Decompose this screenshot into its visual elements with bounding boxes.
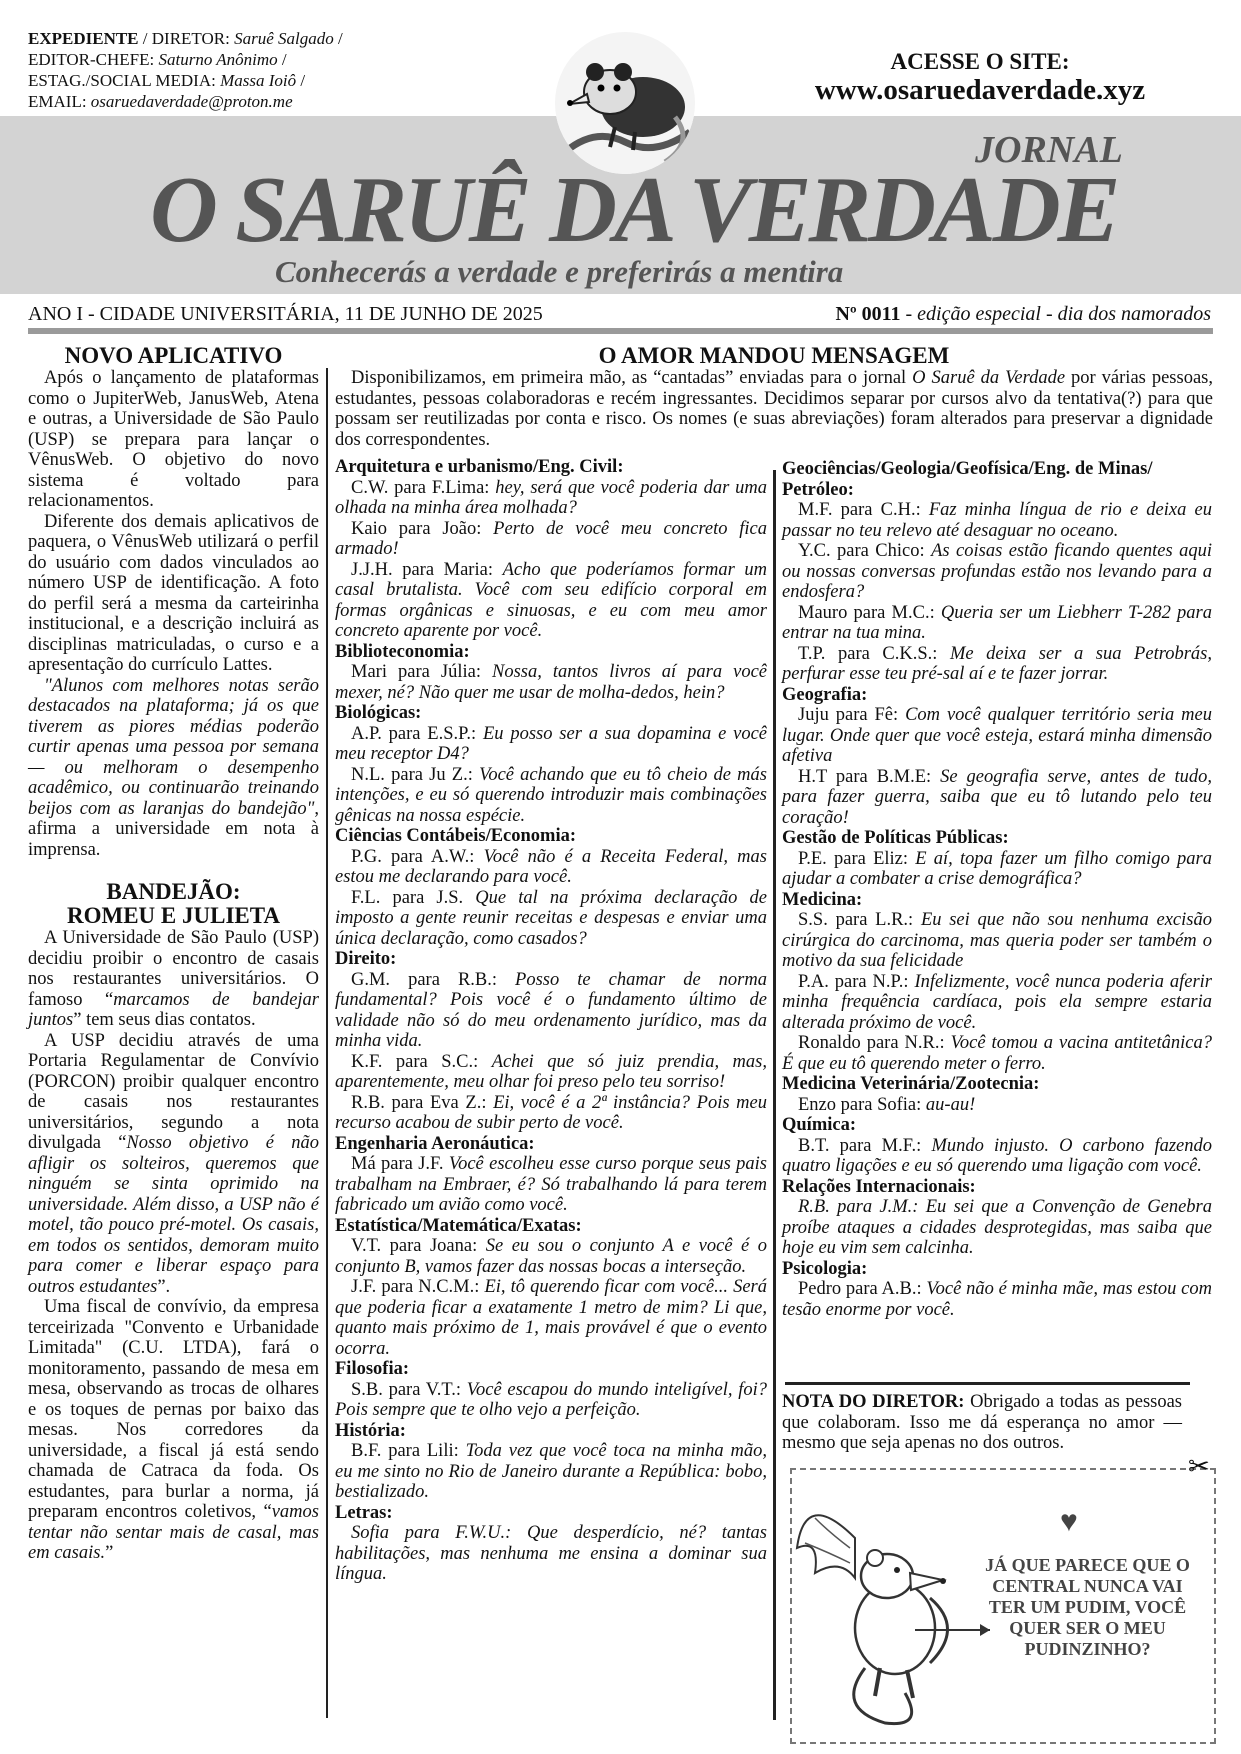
masthead-title: O SARUÊ DA VERDADE xyxy=(150,158,1118,262)
message-sender: P.A. para N.P.: xyxy=(798,971,915,992)
opossum-logo xyxy=(555,32,695,174)
message-text: Posso te chamar de norma fundamental? Pois você é o fundamento último de validade não só do meu ordenamento jurídico, mas da minha vida. xyxy=(335,969,767,1051)
message-sender: Pedro para A.B.: xyxy=(798,1279,927,1299)
message-text: Ei, tô querendo ficar com você... Será que poderia ficar a exatamente 1 metro de mim? Li que, quanto mais próximo de 1, mais provável é que o evento ocorra. xyxy=(335,1277,767,1359)
love-message xyxy=(335,1236,767,1277)
message-sender: Mari para Júlia: xyxy=(351,662,493,682)
love-message xyxy=(782,500,1212,541)
separator: / xyxy=(333,29,343,48)
message-sender: G.M. para R.B.: xyxy=(351,969,516,990)
article-title-app: NOVO APLICATIVO xyxy=(64,343,283,368)
text: ” xyxy=(105,1543,114,1563)
love-message xyxy=(335,1523,767,1585)
text: A USP decidiu através de uma Portaria Regulamentar de Convívio (PORCON) proibir qualquer encontro de casais nos restaurantes universitários, segundo a nota divulgada “ xyxy=(28,1030,319,1153)
message-sender: Ronaldo para N.R.: xyxy=(798,1033,951,1053)
love-message xyxy=(782,603,1212,644)
message-text: Se eu sou o conjunto A e você é o conjunto B, vamos fazer das nossas bocas a interseção. xyxy=(335,1236,767,1277)
quote: vamos tentar não sentar mais de casal, mas em casais. xyxy=(28,1502,319,1563)
course-heading: Letras: xyxy=(335,1502,393,1523)
message-sender: P.E. para Eliz: xyxy=(798,848,916,869)
article-subtitle-bandejao: ROMEU E JULIETA xyxy=(67,903,280,928)
message-text: Se geografia serve, antes de tudo, para fazer guerra, saiba que eu tô lutando pelo teu coração! xyxy=(782,766,1213,828)
message-text: Achei que só juiz prendia, mas, aparentemente, meu olhar foi preso pelo teu sorriso! xyxy=(335,1051,767,1092)
message-text: Queria ser um Liebherr T-282 para entrar na tua mina. xyxy=(782,602,1212,643)
coupon-text: JÁ QUE PARECE QUE O CENTRAL NUNCA VAI TER UM PUDIM, VOCÊ QUER SER O MEU PUDINZINHO? xyxy=(985,1555,1190,1659)
love-message xyxy=(335,765,767,827)
edition-number: Nº 0011 xyxy=(835,303,901,325)
course-heading: Direito: xyxy=(335,949,397,969)
article-paragraph: Diferente dos demais aplicativos de paquera, o VênusWeb utilizará o perfil do usuário com dados vinculados ao número USP de identificação. A foto do perfil será a mesma da carteirinha institucional, e a descrição incluirá as disciplinas matriculadas, o curso e a apresentação do currículo Lattes. xyxy=(28,511,319,675)
message-sender: F.L. para J.S. xyxy=(351,887,476,908)
quote: "Alunos com melhores notas serão destacados na plataforma; já os que tiverem as piores médias poderão curtir apenas uma pessoa por semana — ou melhoram o desempenho acadêmico, ou continuarão treinando beijos com as laranjas do bandejão" xyxy=(28,675,319,819)
love-message xyxy=(335,519,767,560)
note-text: Obrigado a todas as pessoas que colaboram. Isso me dá esperança no amor — mesmo que seja apenas no dos outros. xyxy=(782,1392,1182,1453)
article-paragraph xyxy=(28,928,319,1031)
opossum-icon xyxy=(555,32,695,174)
edition-info xyxy=(836,303,1211,326)
love-message xyxy=(782,1136,1212,1177)
message-sender: B.T. para M.F.: xyxy=(798,1135,932,1156)
love-message xyxy=(782,767,1212,829)
newspaper-name: O Saruê da Verdade xyxy=(912,368,1066,388)
course-heading: Geografia: xyxy=(782,684,868,705)
message-sender: H.T para B.M.E: xyxy=(798,766,941,787)
note-rule xyxy=(785,1382,1190,1385)
love-message xyxy=(335,1441,767,1503)
email-label: EMAIL: xyxy=(28,92,91,111)
course-heading: Psicologia: xyxy=(782,1258,868,1279)
main-article-header xyxy=(335,344,1213,450)
message-sender: S.B. para V.T.: xyxy=(351,1379,467,1400)
site-label: ACESSE O SITE: xyxy=(890,49,1070,74)
message-sender: Mauro para M.C.: xyxy=(798,602,941,623)
article-title-love: O AMOR MANDOU MENSAGEM xyxy=(598,343,950,368)
message-sender: P.G. para A.W.: xyxy=(351,846,484,867)
header-rule xyxy=(28,328,1213,334)
heart-icon: ♥ xyxy=(1060,1505,1078,1538)
message-text: Nossa, tantos livros aí para você mexer, né? Não quer me usar de molha-dedos, hein? xyxy=(335,662,767,703)
course-heading: Estatística/Matemática/Exatas: xyxy=(335,1215,582,1236)
message-sender: K.F. para S.C.: xyxy=(351,1051,492,1072)
message-sender: M.F. para C.H.: xyxy=(798,500,929,520)
message-text: Toda vez que você toca na minha mão, eu me sinto no Rio de Janeiro durante a República: bobo, bestializado. xyxy=(335,1441,767,1502)
love-message xyxy=(782,705,1212,767)
message-sender: Juju para Fê: xyxy=(798,705,906,725)
message-text: Acho que poderíamos formar um casal brutalista. Você com seu edifício corporal em formas orgânicas e sinuosas, e eu com meu amor concreto aparente por você. xyxy=(335,559,768,641)
love-message xyxy=(782,541,1212,603)
dateline: ANO I - CIDADE UNIVERSITÁRIA, 11 DE JUNHO DE 2025 xyxy=(28,303,543,325)
text: por várias pessoas, estudantes, pessoas colaboradoras e recém ingressantes. Decidimos separar por cursos alvo da tentativa(?) para que possam ser reutilizadas por conta e risco. Os nomes (e suas abreviações) foram alterados para preservar a dignidade dos correspondentes. xyxy=(335,368,1213,450)
article-intro xyxy=(335,368,1213,450)
message-text: Você escapou do mundo inteligível, foi? Pois sempre que te olho vejo a perfeição. xyxy=(335,1379,767,1420)
love-message xyxy=(782,849,1212,890)
editor-name: Saturno Anônimo xyxy=(158,50,278,69)
message-sender: C.W. para F.Lima: xyxy=(351,477,496,498)
course-heading: Gestão de Políticas Públicas: xyxy=(782,828,1009,848)
message-sender: T.P. para C.K.S.: xyxy=(798,643,950,664)
messages-column-a xyxy=(335,457,767,1585)
note-label: NOTA DO DIRETOR: xyxy=(782,1392,965,1412)
message-text: As coisas estão ficando quentes aqui ou nossas conversas profundas estão nos levando para a endosfera? xyxy=(782,541,1212,602)
messages-column-b xyxy=(782,459,1212,1320)
message-sender: B.F. para Lili: xyxy=(351,1441,466,1461)
message-text: Perto de você meu concreto fica armado! xyxy=(335,518,767,559)
love-message xyxy=(335,478,767,519)
message-sender: Enzo para Sofia: xyxy=(798,1094,926,1115)
love-message xyxy=(335,1052,767,1093)
article-paragraph: Após o lançamento de plataformas como o JupiterWeb, JanusWeb, Atena e outras, a Universidade de São Paulo (USP) se prepara para lançar o VênusWeb. O objetivo do novo sistema é voltado para relacionamentos. xyxy=(28,368,319,511)
love-message xyxy=(782,1197,1212,1259)
message-text: Ei, você é a 2ª instância? Pois meu recurso acabou de subir perto de você. xyxy=(335,1092,767,1133)
separator: / xyxy=(296,71,306,90)
message-sender: N.L. para Ju Z.: xyxy=(351,764,480,785)
jornal-label: JORNAL xyxy=(975,129,1123,171)
editor-label: EDITOR-CHEFE: xyxy=(28,50,159,69)
course-heading: História: xyxy=(335,1420,406,1441)
message-sender: A.P. para E.S.P.: xyxy=(351,723,483,744)
text: Disponibilizamos, em primeira mão, as “cantadas” enviadas para o jornal xyxy=(351,368,913,388)
article-paragraph xyxy=(28,676,319,861)
message-sender: V.T. para Joana: xyxy=(351,1236,486,1256)
edition-description: - edição especial - dia dos namorados xyxy=(900,303,1211,325)
course-heading: Biblioteconomia: xyxy=(335,641,470,662)
quote: marcamos de bandejar juntos xyxy=(28,989,319,1030)
director-name: Saruê Salgado xyxy=(234,29,334,48)
love-message xyxy=(782,1279,1212,1320)
article-paragraph xyxy=(28,1297,319,1564)
message-text: Você tomou a vacina antitetânica? É que eu tô querendo meter o ferro. xyxy=(782,1033,1212,1074)
course-heading: Filosofia: xyxy=(335,1359,409,1379)
course-heading: Ciências Contábeis/Economia: xyxy=(335,826,577,846)
course-heading: Arquitetura e urbanismo/Eng. Civil: xyxy=(335,457,624,477)
text: ” tem seus dias contatos. xyxy=(73,1010,256,1030)
scissors-icon: ✂ xyxy=(1188,1452,1210,1481)
message-text: Faz minha língua de rio e deixa eu passar no teu relevo até desaguar no oceano. xyxy=(782,500,1212,541)
course-heading: Medicina Veterinária/Zootecnia: xyxy=(782,1074,1040,1094)
message-sender: J.F. para N.C.M.: xyxy=(351,1277,485,1297)
love-message xyxy=(335,888,767,950)
column-divider xyxy=(773,470,776,1720)
message-sender: S.S. para L.R.: xyxy=(798,910,921,930)
spacer xyxy=(28,860,319,880)
slogan: Conhecerás a verdade e preferirás a mentira xyxy=(275,254,844,289)
course-heading: Relações Internacionais: xyxy=(782,1176,976,1197)
course-heading: Engenharia Aeronáutica: xyxy=(335,1133,535,1154)
expediente-label: EXPEDIENTE xyxy=(28,29,139,48)
message-sender: J.J.H. para Maria: xyxy=(351,559,503,580)
love-message xyxy=(335,847,767,888)
love-message xyxy=(335,970,767,1052)
cupid-opossum-icon xyxy=(795,1478,995,1733)
love-message xyxy=(782,1033,1212,1074)
course-heading: Medicina: xyxy=(782,889,863,910)
message-text: Sofia para F.W.U.: Que desperdício, né? tantas habilitações, mas nenhuma me ensina a dominar sua língua. xyxy=(335,1523,767,1584)
separator: / xyxy=(277,50,287,69)
love-message xyxy=(782,972,1212,1034)
message-text: Você escolheu esse curso porque seus pais trabalham na Embraer, é? Só trabalhando lá para terem fabricado um avião como você. xyxy=(335,1154,767,1215)
column-divider xyxy=(326,368,328,1718)
message-text: Eu posso ser a sua dopamina e você meu receptor D4? xyxy=(335,723,767,764)
email-address[interactable]: osaruedaverdade@proton.me xyxy=(90,92,293,111)
love-message xyxy=(335,1277,767,1359)
message-text: Com você qualquer território seria meu lugar. Onde quer que você esteja, estará minha dimensão afetiva xyxy=(782,705,1213,766)
message-sender: Kaio para João: xyxy=(351,518,494,539)
love-message xyxy=(782,1095,1212,1116)
message-sender: Y.C. para Chico: xyxy=(798,541,932,561)
love-message xyxy=(782,644,1212,685)
message-text: Que tal na próxima declaração de imposto a gente reunir receitas e despesas e enviar uma única declaração, como casados? xyxy=(335,887,767,949)
love-message xyxy=(335,724,767,765)
love-message xyxy=(335,1380,767,1421)
text: ”. xyxy=(157,1276,171,1297)
director-note xyxy=(782,1392,1182,1454)
text: A Universidade de São Paulo (USP) decidiu proibir o encontro de casais nos restaurantes universitários. O famoso “ xyxy=(28,928,319,1010)
course-heading: Química: xyxy=(782,1115,856,1135)
site-url-link[interactable]: www.osaruedaverdade.xyz xyxy=(814,74,1146,106)
love-message xyxy=(335,560,767,642)
quote: Nosso objetivo é não afligir os solteiros, queremos que ninguém se sinta oprimido na universidade. Além disso, a USP não é motel, tão pouco pré-motel. Os casais, em todos os sentidos, demoram muito para comer e liberar espaço para outros estudantes xyxy=(28,1133,319,1297)
expediente-block xyxy=(28,28,343,112)
message-text: E aí, topa fazer um filho comigo para ajudar a combater a crise demográfica? xyxy=(782,848,1212,889)
love-message xyxy=(335,1093,767,1134)
text: Uma fiscal de convívio, da empresa terceirizada "Convento e Urbanidade Limitada" (C.U. LTDA), fará o monitoramento, passando de mesa em mesa, observando as trocas de olhares e os toques de pernas por baixo das mesas. Nos corredores da universidade, a fiscal já está sendo chamada de Catraca da foda. Os estudantes, para burlar a norma, já preparam encontros coletivos, “ xyxy=(28,1297,319,1522)
message-sender: R.B. para Eva Z.: xyxy=(351,1092,494,1113)
message-text: R.B. para J.M.: Eu sei que a Convenção de Genebra proíbe ataques a cidades desprotegidas, mas saiba que hoje eu vim sem calcinha. xyxy=(782,1197,1212,1258)
message-text: Me deixa ser a sua Petrobrás, perfurar esse teu pré-sal aí e te fazer jorrar. xyxy=(782,643,1212,684)
message-text: Você não é a Receita Federal, mas estou me declarando para você. xyxy=(335,846,767,887)
social-name: Massa Ioiô xyxy=(220,71,297,90)
quote-attribution: , afirma a universidade em nota à imprensa. xyxy=(28,798,319,860)
message-text: Você achando que eu tô cheio de más intenções, e eu só querendo introduzir mais combinações gênicas na nossa espécie. xyxy=(335,764,767,826)
message-text: Mundo injusto. O carbono fazendo quatro ligações e eu só querendo uma ligação com você. xyxy=(782,1135,1212,1176)
message-text: hey, será que você poderia dar uma olhada na minha área molhada? xyxy=(335,477,767,518)
love-message xyxy=(335,1154,767,1216)
message-sender: Má para J.F. xyxy=(351,1154,449,1174)
message-text: Infelizmente, você nunca poderia aferir minha frequência cardíaca, pois ela sempre estaria alterada próximo de você. xyxy=(782,971,1213,1033)
message-text: Eu sei que não sou nenhuma excisão cirúrgica do carcinoma, mas queria poder ser também o motivo da sua felicidade xyxy=(782,910,1212,971)
course-heading: Geociências/Geologia/Geofísica/Eng. de Minas/ Petróleo: xyxy=(782,459,1153,500)
social-label: ESTAG./SOCIAL MEDIA: xyxy=(28,71,221,90)
message-text: Você não é minha mãe, mas estou com tesão enorme por você. xyxy=(782,1279,1213,1320)
course-heading: Biológicas: xyxy=(335,703,422,723)
article-title-bandejao: BANDEJÃO: xyxy=(106,879,241,904)
left-column xyxy=(28,344,319,1564)
love-message xyxy=(335,662,767,703)
site-block xyxy=(800,50,1160,106)
director-label: / DIRETOR: xyxy=(138,29,235,48)
article-paragraph xyxy=(28,1031,319,1298)
message-text: au-au! xyxy=(925,1094,976,1115)
love-message xyxy=(782,910,1212,972)
